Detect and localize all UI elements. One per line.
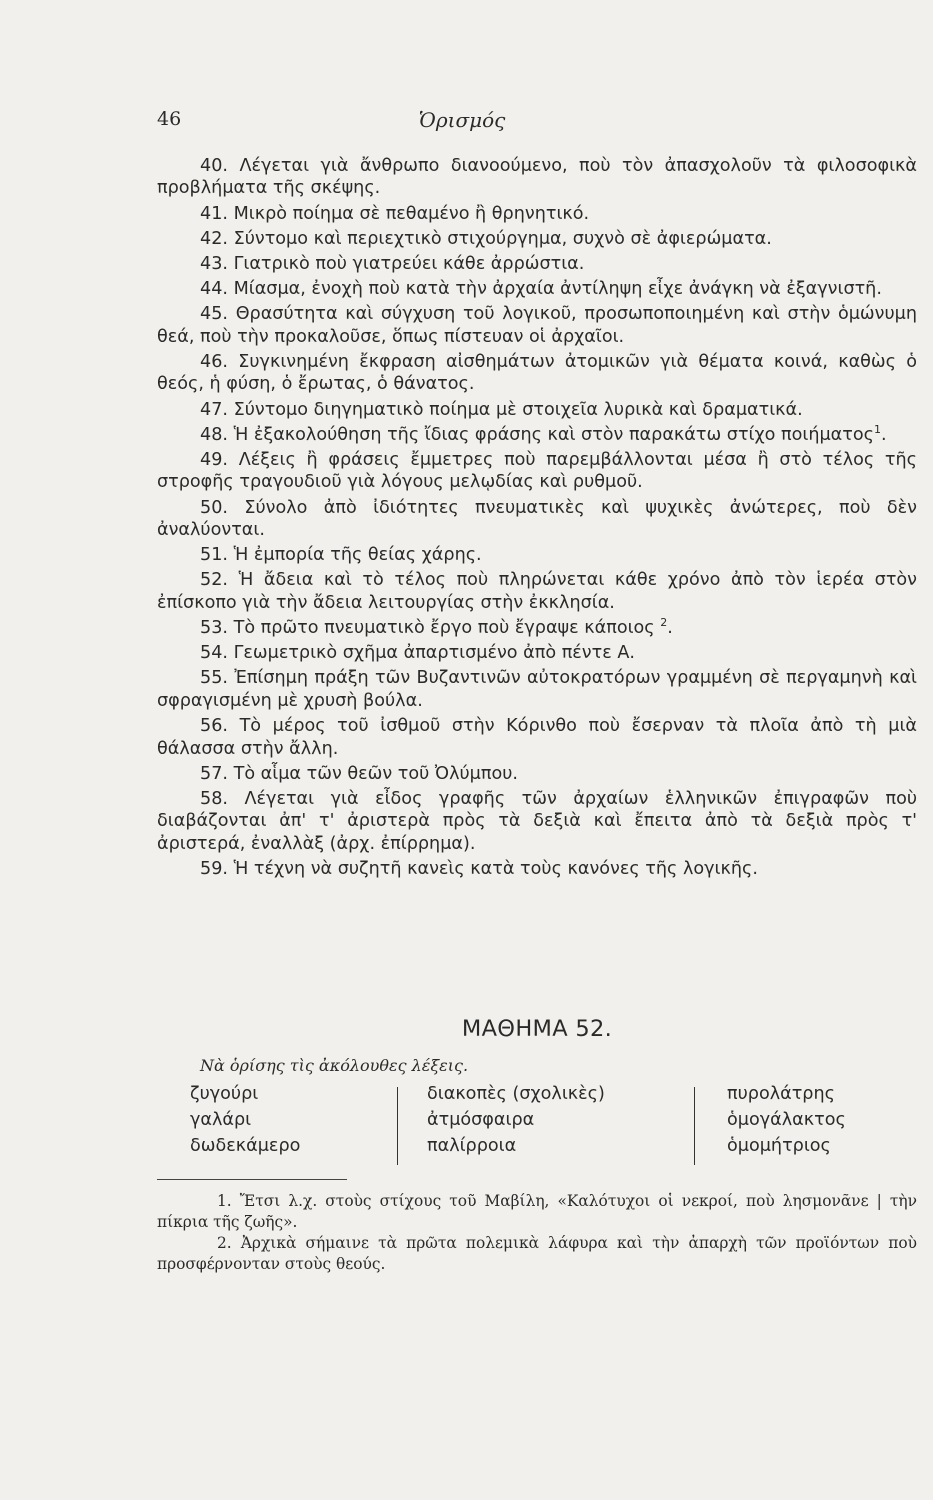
definition-item — [157, 203, 917, 225]
definition-item — [157, 858, 917, 880]
definition-item — [157, 788, 917, 855]
definition-number: 55. — [200, 668, 228, 689]
definition-number: 56. — [200, 716, 228, 737]
definition-item — [157, 253, 917, 275]
definition-number: 45. — [200, 304, 228, 325]
definition-text: Ἡ ἐμπορία τῆς θείας χάρης. — [233, 545, 482, 566]
definition-item — [157, 303, 917, 348]
word-item: ὁμογάλακτος — [727, 1110, 846, 1130]
word-item: δωδεκάμερο — [190, 1136, 301, 1156]
definition-text: Συγκινημένη ἔκφραση αἰσθημάτων ἀτομικῶν γιὰ θέματα κοινά, καθὼς ὁ θεός, ἡ φύση, ὁ ἔρωτας, ὁ θάνατος. — [157, 352, 918, 395]
definition-item — [157, 569, 917, 614]
lesson-title: ΜΑΘΗΜΑ 52. — [461, 1016, 613, 1042]
footnote-rule — [157, 1179, 347, 1180]
definition-item — [157, 399, 917, 421]
definition-item — [157, 351, 917, 396]
definition-text: Ἐπίσημη πράξη τῶν Βυζαντινῶν αὐτοκρατόρων γραμμένη σὲ περγαμηνὴ καὶ σφραγισμένη μὲ χρυσὴ βούλα. — [157, 668, 917, 711]
definition-item — [157, 763, 917, 785]
definition-item — [157, 228, 917, 250]
definitions-list — [157, 155, 917, 883]
word-item: ἀτμόσφαιρα — [427, 1110, 535, 1130]
definition-text: Ἡ ἄδεια καὶ τὸ τέλος ποὺ πληρώνεται κάθε χρόνο ἀπὸ τὸν ἱερέα στὸν ἐπίσκοπο γιὰ τὴν ἄδεια λειτουργίας στὴν ἐκκλησία. — [157, 570, 918, 613]
word-item: διακοπὲς (σχολικὲς) — [427, 1084, 605, 1104]
definition-item — [157, 497, 917, 542]
definition-text: Γιατρικὸ ποὺ γιατρεύει κάθε ἀρρώστια. — [233, 254, 585, 275]
word-item: γαλάρι — [190, 1110, 252, 1130]
page-header — [157, 108, 767, 138]
column-divider — [397, 1087, 398, 1165]
definition-item: 48. Ἡ ἐξακολούθηση τῆς ἴδιας φράσης καὶ στὸν παρακάτω στίχο ποιήματος$^1$. — [200, 422, 887, 445]
definition-number: 47. — [200, 399, 228, 420]
definition-text: Τὸ μέρος τοῦ ἰσθμοῦ στὴν Κόρινθο ποὺ ἔσερναν τὰ πλοῖα ἀπὸ τὴ μιὰ θάλασσα στὴν ἄλλη. — [157, 716, 917, 759]
definition-text: Μικρὸ ποίημα σὲ πεθαμένο ἢ θρηνητικό. — [233, 203, 590, 224]
definition-number: 41. — [200, 203, 228, 224]
definition-text: Γεωμετρικὸ σχῆμα ἀπαρτισμένο ἀπὸ πέντε Α. — [233, 643, 635, 664]
definition-item — [157, 449, 917, 494]
definition-text: Σύντομο καὶ περιεχτικὸ στιχούργημα, συχνὸ σὲ ἀφιερώματα. — [233, 228, 772, 249]
definition-number: 53. — [200, 618, 228, 639]
definition-item — [157, 667, 917, 712]
footnote: 2. Ἀρχικὰ σήμαινε τὰ πρῶτα πολεμικὰ λάφυρα καὶ τὴν ἀπαρχὴ τῶν προϊόντων ποὺ προσφέρνονταν στοὺς θεούς. — [157, 1234, 917, 1273]
definition-number: 49. — [200, 450, 228, 471]
definition-item — [157, 155, 917, 200]
definition-number: 44. — [200, 279, 228, 300]
definition-text: Ἡ τέχνη νὰ συζητῆ κανεὶς κατὰ τοὺς κανόνες τῆς λογικῆς. — [233, 858, 758, 879]
definition-text: Σύντομο διηγηματικὸ ποίημα μὲ στοιχεῖα λυρικὰ καὶ δραματικά. — [233, 399, 803, 420]
footnotes — [157, 1191, 917, 1275]
definition-number: 58. — [200, 788, 228, 809]
definition-text: Λέξεις ἢ φράσεις ἔμμετρες ποὺ παρεμβάλλονται μέσα ἢ στὸ τέλος τῆς στροφῆς τραγουδιοῦ γιὰ λόγους μελῳδίας καὶ ρυθμοῦ. — [157, 450, 917, 493]
definition-text: Ἡ ἐξακολούθηση τῆς ἴδιας φράσης καὶ στὸν παρακάτω στίχο ποιήματος — [233, 424, 874, 445]
definition-number: 40. — [200, 156, 228, 176]
definition-number: 51. — [200, 545, 228, 566]
definition-text: Θρασύτητα καὶ σύγχυση τοῦ λογικοῦ, προσωποποιημένη καὶ στὴν ὁμώνυμη θεά, ποὺ τὴν προκαλοῦσε, ὅπως πίστευαν οἱ ἀρχαῖοι. — [157, 304, 918, 347]
definition-number: 43. — [200, 254, 228, 275]
word-item: ζυγούρι — [190, 1084, 259, 1104]
definition-item — [157, 278, 917, 300]
definition-number: 52. — [200, 570, 228, 591]
definition-text: Τὸ αἷμα τῶν θεῶν τοῦ Ὀλύμπου. — [233, 763, 518, 784]
word-column — [190, 1081, 300, 1159]
definition-item — [157, 544, 917, 566]
definition-number: 59. — [200, 858, 228, 879]
word-column — [727, 1081, 846, 1159]
definition-number: 42. — [200, 228, 228, 249]
definition-text: Λέγεται γιὰ εἶδος γραφῆς τῶν ἀρχαίων ἑλληνικῶν ἐπιγραφῶν ποὺ διαβάζονται ἀπ' τ' ἀριστερὰ πρὸς τὰ δεξιὰ καὶ ἔπειτα ἀπὸ τὰ δεξιὰ πρὸς τ' ἀριστερά, ἐναλλὰξ (ἀρχ. ἐπίρρημα). — [157, 788, 918, 854]
word-column — [427, 1081, 605, 1159]
footnote: 1. Ἔτσι λ.χ. στοὺς στίχους τοῦ Μαβίλη, «Καλότυχοι οἱ νεκροί, ποὺ λησμονᾶνε | τὴν πίκρια τῆς ζωῆς». — [157, 1192, 917, 1231]
page-number: 46 — [157, 108, 182, 130]
running-title: Ὁρισμός — [418, 108, 506, 132]
definition-item: 53. Τὸ πρῶτο πνευματικὸ ἔργο ποὺ ἔγραψε κάποιος $^2$. — [200, 616, 673, 639]
lesson-instruction: Νὰ ὁρίσης τὶς ἀκόλουθες λέξεις. — [200, 1056, 469, 1075]
word-item: πυρολάτρης — [727, 1084, 835, 1104]
definition-text: Σύνολο ἀπὸ ἰδιότητες πνευματικὲς καὶ ψυχικὲς ἀνώτερες, ποὺ δὲν ἀναλύονται. — [157, 497, 917, 541]
definition-number: 50. — [200, 497, 228, 518]
column-divider — [694, 1087, 695, 1165]
definition-text: Μίασμα, ἐνοχὴ ποὺ κατὰ τὴν ἀρχαία ἀντίληψη εἶχε ἀνάγκη νὰ ἐξαγνιστῆ. — [233, 279, 882, 300]
footnote-ref: 1 — [873, 422, 881, 436]
definition-item — [157, 642, 917, 664]
definition-text: Λέγεται γιὰ ἄνθρωπο διανοούμενο, ποὺ τὸν ἀπασχολοῦν τὰ φιλοσοφικὰ προβλήματα τῆς σκέψης. — [157, 156, 918, 199]
word-item: ὁμομήτριος — [727, 1136, 831, 1156]
word-columns — [157, 1081, 917, 1166]
definition-text: Τὸ πρῶτο πνευματικὸ ἔργο ποὺ ἔγραψε κάποιος — [233, 618, 655, 639]
definition-number: 46. — [200, 352, 228, 373]
footnote-ref: 2 — [660, 616, 668, 630]
definition-number: 48. — [200, 424, 228, 445]
definition-number: 54. — [200, 643, 228, 664]
definition-item — [157, 715, 917, 760]
word-item: παλίρροια — [427, 1136, 517, 1156]
definition-number: 57. — [200, 763, 228, 784]
